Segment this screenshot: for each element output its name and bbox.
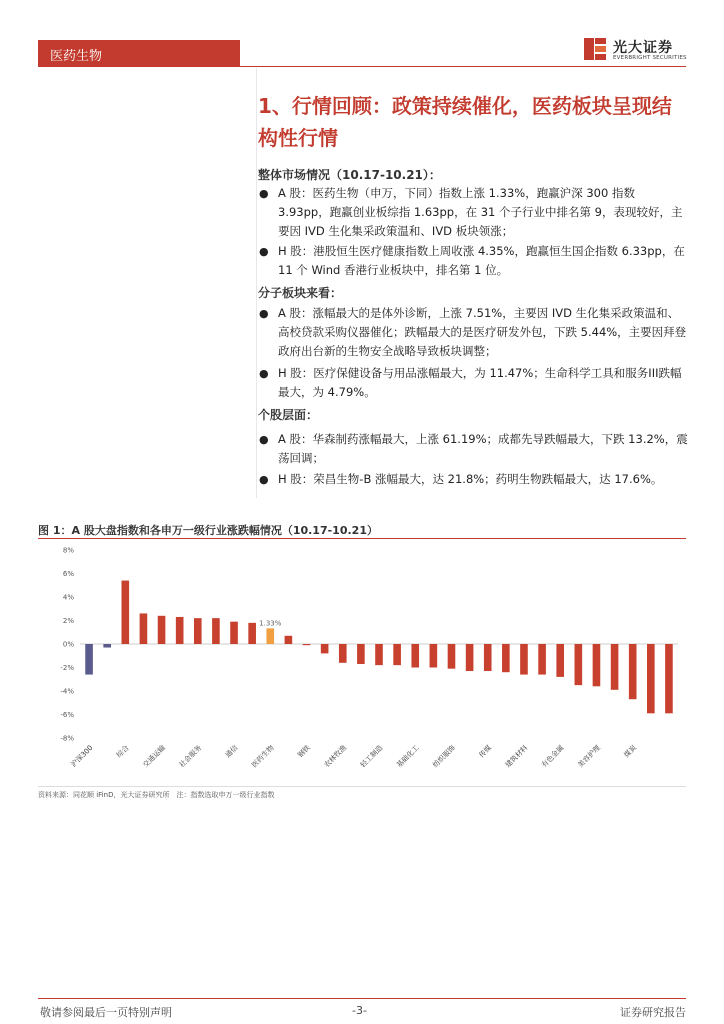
bar: [321, 644, 329, 653]
x-tick-label: 交通运输: [141, 743, 167, 770]
x-tick-label: 农林牧渔: [322, 743, 349, 770]
bar: [212, 618, 220, 644]
x-tick-label: 有色金属: [540, 743, 566, 770]
y-tick-label: -4%: [60, 687, 74, 696]
x-tick-label: 建筑材料: [503, 743, 530, 770]
bar: [140, 613, 148, 644]
bar: [647, 644, 655, 713]
bar: [121, 581, 129, 644]
x-tick-label: 纺织服饰: [431, 743, 457, 770]
bar: [266, 628, 274, 644]
bar: [593, 644, 601, 686]
logo-icon: [582, 36, 608, 62]
stocks-bullet-h-share: [258, 470, 690, 489]
bar: [248, 623, 256, 644]
x-tick-label: 通信: [223, 743, 240, 760]
left-column-divider: [256, 68, 257, 498]
sub-sector-bullet-a-share-text: A 股：涨幅最大的是体外诊断，上涨 7.51%，主要因 IVD 生化集采政策温和、高校贷款采购仪器催化；跌幅最大的是医疗研发外包，下跌 5.44%，主要因拜登政府出台新的生物安全战略导致板块调整；: [278, 306, 687, 358]
y-tick-label: 2%: [62, 617, 74, 625]
bar: [448, 644, 456, 669]
sub-sector-bullet-h-share: [258, 364, 690, 402]
bullet-dot-icon: ●: [259, 245, 269, 258]
section-tag: [38, 40, 240, 66]
bar: [103, 644, 111, 648]
bar: [303, 644, 311, 645]
stocks-label: 个股层面：: [258, 408, 319, 422]
stocks-bullet-h-share-text: H 股：荣昌生物-B 涨幅最大，达 21.8%；药明生物跌幅最大，达 17.6%。: [278, 472, 663, 486]
y-tick-label: -2%: [60, 664, 74, 672]
bar: [393, 644, 401, 665]
header-rule: [38, 66, 686, 67]
bar: [629, 644, 637, 699]
stocks-bullet-a-share-text: A 股：华森制药涨幅最大，上涨 61.19%；成都先导跌幅最大，下跌 13.2%，震荡回调；: [278, 432, 688, 465]
x-tick-label: 医药生物: [250, 743, 276, 770]
bar: [575, 644, 583, 685]
footer-disclaimer: 敬请参阅最后一页特别声明: [40, 1006, 172, 1019]
bar: [194, 618, 202, 644]
page-number: -3-: [352, 1004, 367, 1017]
bar: [466, 644, 474, 671]
sub-sector-bullet-a-share: [258, 304, 690, 361]
overall-bullet-h-share-text: H 股：港股恒生医疗健康指数上周收涨 4.35%，跑赢恒生国企指数 6.33pp，在 11 个 Wind 香港行业板块中，排名第 1 位。: [278, 244, 685, 277]
figure-title: 图 1：A 股大盘指数和各申万一级行业涨跌幅情况（10.17-10.21）: [38, 524, 378, 537]
overall-market-label: 整体市场情况（10.17-10.21）：: [258, 168, 441, 182]
bar: [520, 644, 528, 675]
source-rule: [38, 786, 686, 787]
logo-text-cn: 光大证券: [613, 40, 673, 56]
y-tick-label: -8%: [60, 734, 74, 743]
bar: [430, 644, 438, 668]
footer-report-type: 证券研究报告: [620, 1006, 686, 1019]
bar: [556, 644, 564, 677]
bullet-dot-icon: ●: [259, 473, 269, 486]
bar: [665, 644, 673, 713]
footer-rule: [38, 998, 686, 999]
x-tick-label: 社会服务: [177, 743, 204, 770]
bullet-dot-icon: ●: [259, 433, 269, 446]
bar: [176, 617, 184, 644]
sub-sector-bullet-h-share-text: H 股：医疗保健设备与用品涨幅最大，为 11.47%；生命科学工具和服务III跌幅最大，为 4.79%。: [278, 366, 682, 399]
bar: [357, 644, 365, 664]
bar: [611, 644, 619, 690]
bar: [538, 644, 546, 675]
x-tick-label: 轻工制造: [358, 743, 385, 770]
x-tick-label: 沪深300: [69, 743, 95, 769]
figure-title-rule: [38, 538, 686, 539]
x-tick-label: 基础化工: [395, 743, 421, 770]
bar: [484, 644, 492, 671]
y-tick-label: 0%: [62, 640, 74, 649]
bar: [411, 644, 419, 668]
overall-bullet-h-share: [258, 242, 690, 280]
overall-bullet-a-share: [258, 184, 690, 241]
y-tick-label: -6%: [60, 711, 74, 719]
bar-chart: [38, 540, 686, 785]
x-tick-label: 综合: [115, 743, 131, 760]
company-logo: [582, 36, 688, 64]
bullet-dot-icon: ●: [259, 367, 269, 380]
figure-source: 资料来源：同花顺 iFinD，光大证券研究所 注：指数选取申万一级行业指数: [38, 791, 275, 799]
x-tick-label: 传媒: [477, 743, 494, 760]
bar: [375, 644, 383, 665]
bar: [502, 644, 510, 672]
data-label-highlight: 1.33%: [259, 619, 282, 628]
section-tag-label: 医药生物: [50, 49, 103, 64]
stocks-bullet-a-share: [258, 430, 690, 468]
x-tick-label: 煤炭: [622, 743, 639, 760]
y-tick-label: 4%: [62, 593, 74, 602]
bar: [158, 616, 166, 644]
sub-sector-label: 分子板块来看：: [258, 286, 343, 300]
bar: [230, 622, 238, 644]
bar: [285, 636, 293, 644]
y-tick-label: 6%: [62, 570, 74, 578]
logo-text-en: EVERBRIGHT SECURITIES: [613, 55, 687, 61]
overall-bullet-a-share-text: A 股：医药生物（申万，下同）指数上涨 1.33%，跑赢沪深 300 指数 3.93pp，跑赢创业板综指 1.63pp，在 31 个子行业中排名第 9，表现较好，主要因 IVD 生化集采政策温和、IVD 板块领涨；: [278, 186, 683, 238]
x-tick-label: 美容护理: [576, 743, 602, 770]
x-tick-label: 钢铁: [296, 743, 312, 760]
bullet-dot-icon: ●: [259, 307, 269, 320]
bar: [339, 644, 347, 663]
page-title: 1、行情回顾：政策持续催化，医药板块呈现结构性行情: [258, 94, 672, 150]
bar: [85, 644, 93, 675]
y-tick-label: 8%: [62, 546, 74, 555]
bullet-dot-icon: ●: [259, 187, 269, 200]
